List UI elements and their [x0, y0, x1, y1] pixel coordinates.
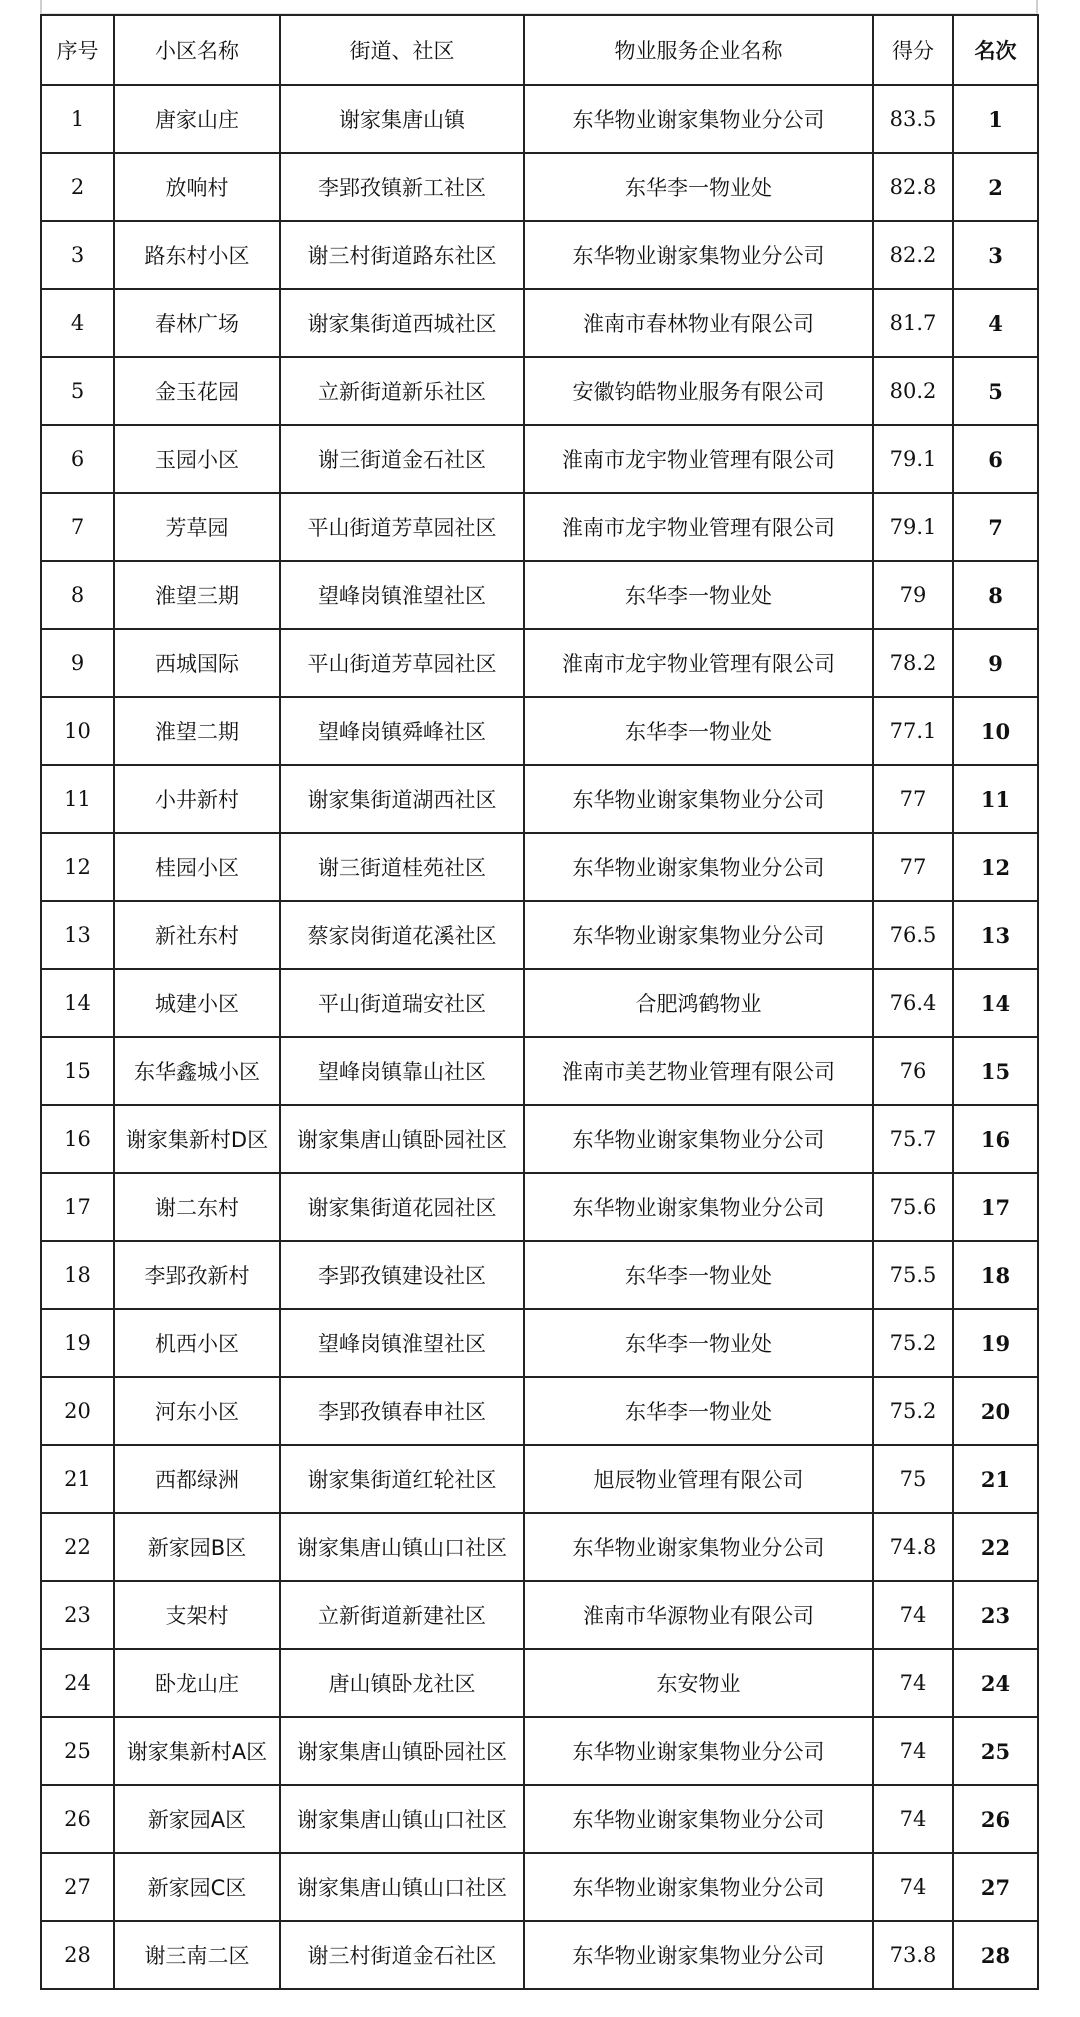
cell-community: 新社东村	[114, 901, 280, 969]
cell-score: 74	[873, 1785, 953, 1853]
cell-index: 16	[41, 1105, 114, 1173]
cell-street: 谢家集街道花园社区	[280, 1173, 524, 1241]
cell-rank: 20	[953, 1377, 1038, 1445]
cell-company: 合肥鸿鹤物业	[524, 969, 873, 1037]
cell-street: 平山街道瑞安社区	[280, 969, 524, 1037]
cell-street: 谢家集唐山镇卧园社区	[280, 1717, 524, 1785]
cell-index: 5	[41, 357, 114, 425]
cell-score: 80.2	[873, 357, 953, 425]
cell-score: 77	[873, 833, 953, 901]
cell-community: 城建小区	[114, 969, 280, 1037]
cell-street: 蔡家岗街道花溪社区	[280, 901, 524, 969]
cell-company: 东华李一物业处	[524, 561, 873, 629]
cell-company: 东华物业谢家集物业分公司	[524, 1921, 873, 1989]
cell-rank: 8	[953, 561, 1038, 629]
cell-street: 谢三街道金石社区	[280, 425, 524, 493]
table-row	[41, 493, 1038, 561]
cell-index: 25	[41, 1717, 114, 1785]
cell-community: 唐家山庄	[114, 85, 280, 153]
cell-rank: 7	[953, 493, 1038, 561]
cell-company: 东华李一物业处	[524, 697, 873, 765]
cell-index: 27	[41, 1853, 114, 1921]
cell-company: 东华物业谢家集物业分公司	[524, 1105, 873, 1173]
cell-rank: 18	[953, 1241, 1038, 1309]
cell-index: 9	[41, 629, 114, 697]
cell-score: 74	[873, 1581, 953, 1649]
cell-street: 谢三街道桂苑社区	[280, 833, 524, 901]
table-top-edge	[40, 0, 1038, 14]
cell-score: 83.5	[873, 85, 953, 153]
cell-rank: 5	[953, 357, 1038, 425]
cell-company: 东华物业谢家集物业分公司	[524, 1853, 873, 1921]
table-row	[41, 969, 1038, 1037]
cell-company: 东华李一物业处	[524, 153, 873, 221]
cell-company: 旭辰物业管理有限公司	[524, 1445, 873, 1513]
cell-index: 20	[41, 1377, 114, 1445]
header-street: 街道、社区	[280, 15, 524, 85]
cell-company: 东华李一物业处	[524, 1309, 873, 1377]
cell-index: 17	[41, 1173, 114, 1241]
cell-index: 10	[41, 697, 114, 765]
cell-index: 8	[41, 561, 114, 629]
cell-score: 79.1	[873, 493, 953, 561]
cell-street: 望峰岗镇靠山社区	[280, 1037, 524, 1105]
cell-score: 75.5	[873, 1241, 953, 1309]
cell-rank: 23	[953, 1581, 1038, 1649]
cell-community: 芳草园	[114, 493, 280, 561]
cell-street: 谢三村街道金石社区	[280, 1921, 524, 1989]
header-index: 序号	[41, 15, 114, 85]
cell-index: 22	[41, 1513, 114, 1581]
cell-street: 谢家集唐山镇卧园社区	[280, 1105, 524, 1173]
table-row	[41, 85, 1038, 153]
cell-community: 新家园C区	[114, 1853, 280, 1921]
cell-community: 放响村	[114, 153, 280, 221]
cell-score: 74	[873, 1853, 953, 1921]
cell-rank: 16	[953, 1105, 1038, 1173]
table-body	[41, 85, 1038, 1989]
cell-community: 路东村小区	[114, 221, 280, 289]
cell-community: 李郢孜新村	[114, 1241, 280, 1309]
cell-company: 东华物业谢家集物业分公司	[524, 833, 873, 901]
cell-rank: 24	[953, 1649, 1038, 1717]
cell-company: 安徽钧皓物业服务有限公司	[524, 357, 873, 425]
cell-street: 立新街道新乐社区	[280, 357, 524, 425]
header-company: 物业服务企业名称	[524, 15, 873, 85]
cell-company: 东华物业谢家集物业分公司	[524, 1173, 873, 1241]
cell-rank: 27	[953, 1853, 1038, 1921]
cell-company: 淮南市春林物业有限公司	[524, 289, 873, 357]
table-row	[41, 1309, 1038, 1377]
cell-score: 75	[873, 1445, 953, 1513]
cell-street: 唐山镇卧龙社区	[280, 1649, 524, 1717]
cell-rank: 6	[953, 425, 1038, 493]
cell-street: 平山街道芳草园社区	[280, 493, 524, 561]
table-row	[41, 221, 1038, 289]
table-row	[41, 697, 1038, 765]
cell-community: 新家园A区	[114, 1785, 280, 1853]
table-row	[41, 1921, 1038, 1989]
cell-street: 李郢孜镇春申社区	[280, 1377, 524, 1445]
cell-rank: 12	[953, 833, 1038, 901]
cell-index: 28	[41, 1921, 114, 1989]
table-header-row	[41, 15, 1038, 85]
cell-rank: 25	[953, 1717, 1038, 1785]
cell-street: 望峰岗镇淮望社区	[280, 1309, 524, 1377]
cell-score: 74	[873, 1717, 953, 1785]
cell-company: 东华物业谢家集物业分公司	[524, 1717, 873, 1785]
cell-rank: 10	[953, 697, 1038, 765]
cell-rank: 9	[953, 629, 1038, 697]
cell-community: 机西小区	[114, 1309, 280, 1377]
cell-street: 谢家集唐山镇	[280, 85, 524, 153]
cell-score: 75.6	[873, 1173, 953, 1241]
cell-rank: 11	[953, 765, 1038, 833]
cell-community: 谢二东村	[114, 1173, 280, 1241]
cell-community: 东华鑫城小区	[114, 1037, 280, 1105]
cell-score: 76.5	[873, 901, 953, 969]
cell-rank: 13	[953, 901, 1038, 969]
cell-community: 谢三南二区	[114, 1921, 280, 1989]
cell-index: 13	[41, 901, 114, 969]
cell-company: 淮南市龙宇物业管理有限公司	[524, 493, 873, 561]
cell-score: 75.2	[873, 1309, 953, 1377]
table-row	[41, 1785, 1038, 1853]
cell-rank: 2	[953, 153, 1038, 221]
cell-score: 73.8	[873, 1921, 953, 1989]
cell-community: 新家园B区	[114, 1513, 280, 1581]
table-row	[41, 1173, 1038, 1241]
cell-community: 河东小区	[114, 1377, 280, 1445]
cell-community: 西都绿洲	[114, 1445, 280, 1513]
cell-score: 82.2	[873, 221, 953, 289]
cell-street: 谢三村街道路东社区	[280, 221, 524, 289]
cell-community: 淮望三期	[114, 561, 280, 629]
cell-score: 77.1	[873, 697, 953, 765]
cell-rank: 4	[953, 289, 1038, 357]
cell-company: 淮南市龙宇物业管理有限公司	[524, 425, 873, 493]
cell-company: 东华物业谢家集物业分公司	[524, 765, 873, 833]
cell-index: 19	[41, 1309, 114, 1377]
cell-street: 谢家集街道西城社区	[280, 289, 524, 357]
table-row	[41, 1853, 1038, 1921]
cell-street: 谢家集唐山镇山口社区	[280, 1853, 524, 1921]
cell-street: 立新街道新建社区	[280, 1581, 524, 1649]
cell-rank: 19	[953, 1309, 1038, 1377]
cell-street: 谢家集唐山镇山口社区	[280, 1785, 524, 1853]
cell-rank: 15	[953, 1037, 1038, 1105]
header-score: 得分	[873, 15, 953, 85]
cell-street: 平山街道芳草园社区	[280, 629, 524, 697]
cell-score: 76	[873, 1037, 953, 1105]
cell-index: 4	[41, 289, 114, 357]
table-row	[41, 1241, 1038, 1309]
table-row	[41, 289, 1038, 357]
cell-rank: 1	[953, 85, 1038, 153]
cell-score: 79.1	[873, 425, 953, 493]
cell-company: 东华物业谢家集物业分公司	[524, 1513, 873, 1581]
cell-street: 望峰岗镇淮望社区	[280, 561, 524, 629]
cell-street: 李郢孜镇新工社区	[280, 153, 524, 221]
cell-community: 淮望二期	[114, 697, 280, 765]
cell-index: 18	[41, 1241, 114, 1309]
cell-index: 2	[41, 153, 114, 221]
cell-company: 东华物业谢家集物业分公司	[524, 221, 873, 289]
cell-index: 26	[41, 1785, 114, 1853]
cell-street: 李郢孜镇建设社区	[280, 1241, 524, 1309]
cell-community: 金玉花园	[114, 357, 280, 425]
table-row	[41, 629, 1038, 697]
cell-score: 75.7	[873, 1105, 953, 1173]
cell-community: 谢家集新村D区	[114, 1105, 280, 1173]
cell-community: 卧龙山庄	[114, 1649, 280, 1717]
table-row	[41, 833, 1038, 901]
cell-index: 1	[41, 85, 114, 153]
table-row	[41, 1105, 1038, 1173]
table-row	[41, 1717, 1038, 1785]
cell-score: 77	[873, 765, 953, 833]
table-row	[41, 1513, 1038, 1581]
cell-score: 81.7	[873, 289, 953, 357]
table-row	[41, 1649, 1038, 1717]
ranking-table	[40, 14, 1039, 1990]
table-row	[41, 357, 1038, 425]
header-rank: 名次	[953, 15, 1038, 85]
cell-score: 79	[873, 561, 953, 629]
table-row	[41, 1445, 1038, 1513]
cell-street: 谢家集街道红轮社区	[280, 1445, 524, 1513]
table-row	[41, 1037, 1038, 1105]
cell-rank: 26	[953, 1785, 1038, 1853]
cell-index: 11	[41, 765, 114, 833]
cell-community: 小井新村	[114, 765, 280, 833]
cell-index: 23	[41, 1581, 114, 1649]
cell-company: 东华物业谢家集物业分公司	[524, 901, 873, 969]
cell-company: 淮南市华源物业有限公司	[524, 1581, 873, 1649]
cell-rank: 17	[953, 1173, 1038, 1241]
cell-score: 82.8	[873, 153, 953, 221]
cell-index: 6	[41, 425, 114, 493]
cell-index: 15	[41, 1037, 114, 1105]
cell-score: 75.2	[873, 1377, 953, 1445]
cell-rank: 22	[953, 1513, 1038, 1581]
table-row	[41, 561, 1038, 629]
table-row	[41, 765, 1038, 833]
cell-community: 西城国际	[114, 629, 280, 697]
cell-community: 春林广场	[114, 289, 280, 357]
cell-street: 谢家集唐山镇山口社区	[280, 1513, 524, 1581]
cell-company: 东华物业谢家集物业分公司	[524, 1785, 873, 1853]
cell-rank: 14	[953, 969, 1038, 1037]
cell-index: 7	[41, 493, 114, 561]
cell-company: 东华李一物业处	[524, 1377, 873, 1445]
cell-community: 谢家集新村A区	[114, 1717, 280, 1785]
cell-street: 望峰岗镇舜峰社区	[280, 697, 524, 765]
cell-community: 玉园小区	[114, 425, 280, 493]
cell-rank: 3	[953, 221, 1038, 289]
table-row	[41, 901, 1038, 969]
cell-index: 3	[41, 221, 114, 289]
cell-company: 东华物业谢家集物业分公司	[524, 85, 873, 153]
table-row	[41, 1377, 1038, 1445]
cell-street: 谢家集街道湖西社区	[280, 765, 524, 833]
cell-index: 24	[41, 1649, 114, 1717]
table-row	[41, 1581, 1038, 1649]
cell-score: 78.2	[873, 629, 953, 697]
header-community: 小区名称	[114, 15, 280, 85]
cell-community: 支架村	[114, 1581, 280, 1649]
cell-index: 21	[41, 1445, 114, 1513]
cell-score: 74.8	[873, 1513, 953, 1581]
cell-company: 东安物业	[524, 1649, 873, 1717]
table-row	[41, 425, 1038, 493]
cell-company: 东华李一物业处	[524, 1241, 873, 1309]
cell-company: 淮南市美艺物业管理有限公司	[524, 1037, 873, 1105]
cell-index: 12	[41, 833, 114, 901]
cell-community: 桂园小区	[114, 833, 280, 901]
cell-index: 14	[41, 969, 114, 1037]
table-row	[41, 153, 1038, 221]
cell-score: 76.4	[873, 969, 953, 1037]
cell-rank: 21	[953, 1445, 1038, 1513]
cell-score: 74	[873, 1649, 953, 1717]
cell-company: 淮南市龙宇物业管理有限公司	[524, 629, 873, 697]
cell-rank: 28	[953, 1921, 1038, 1989]
